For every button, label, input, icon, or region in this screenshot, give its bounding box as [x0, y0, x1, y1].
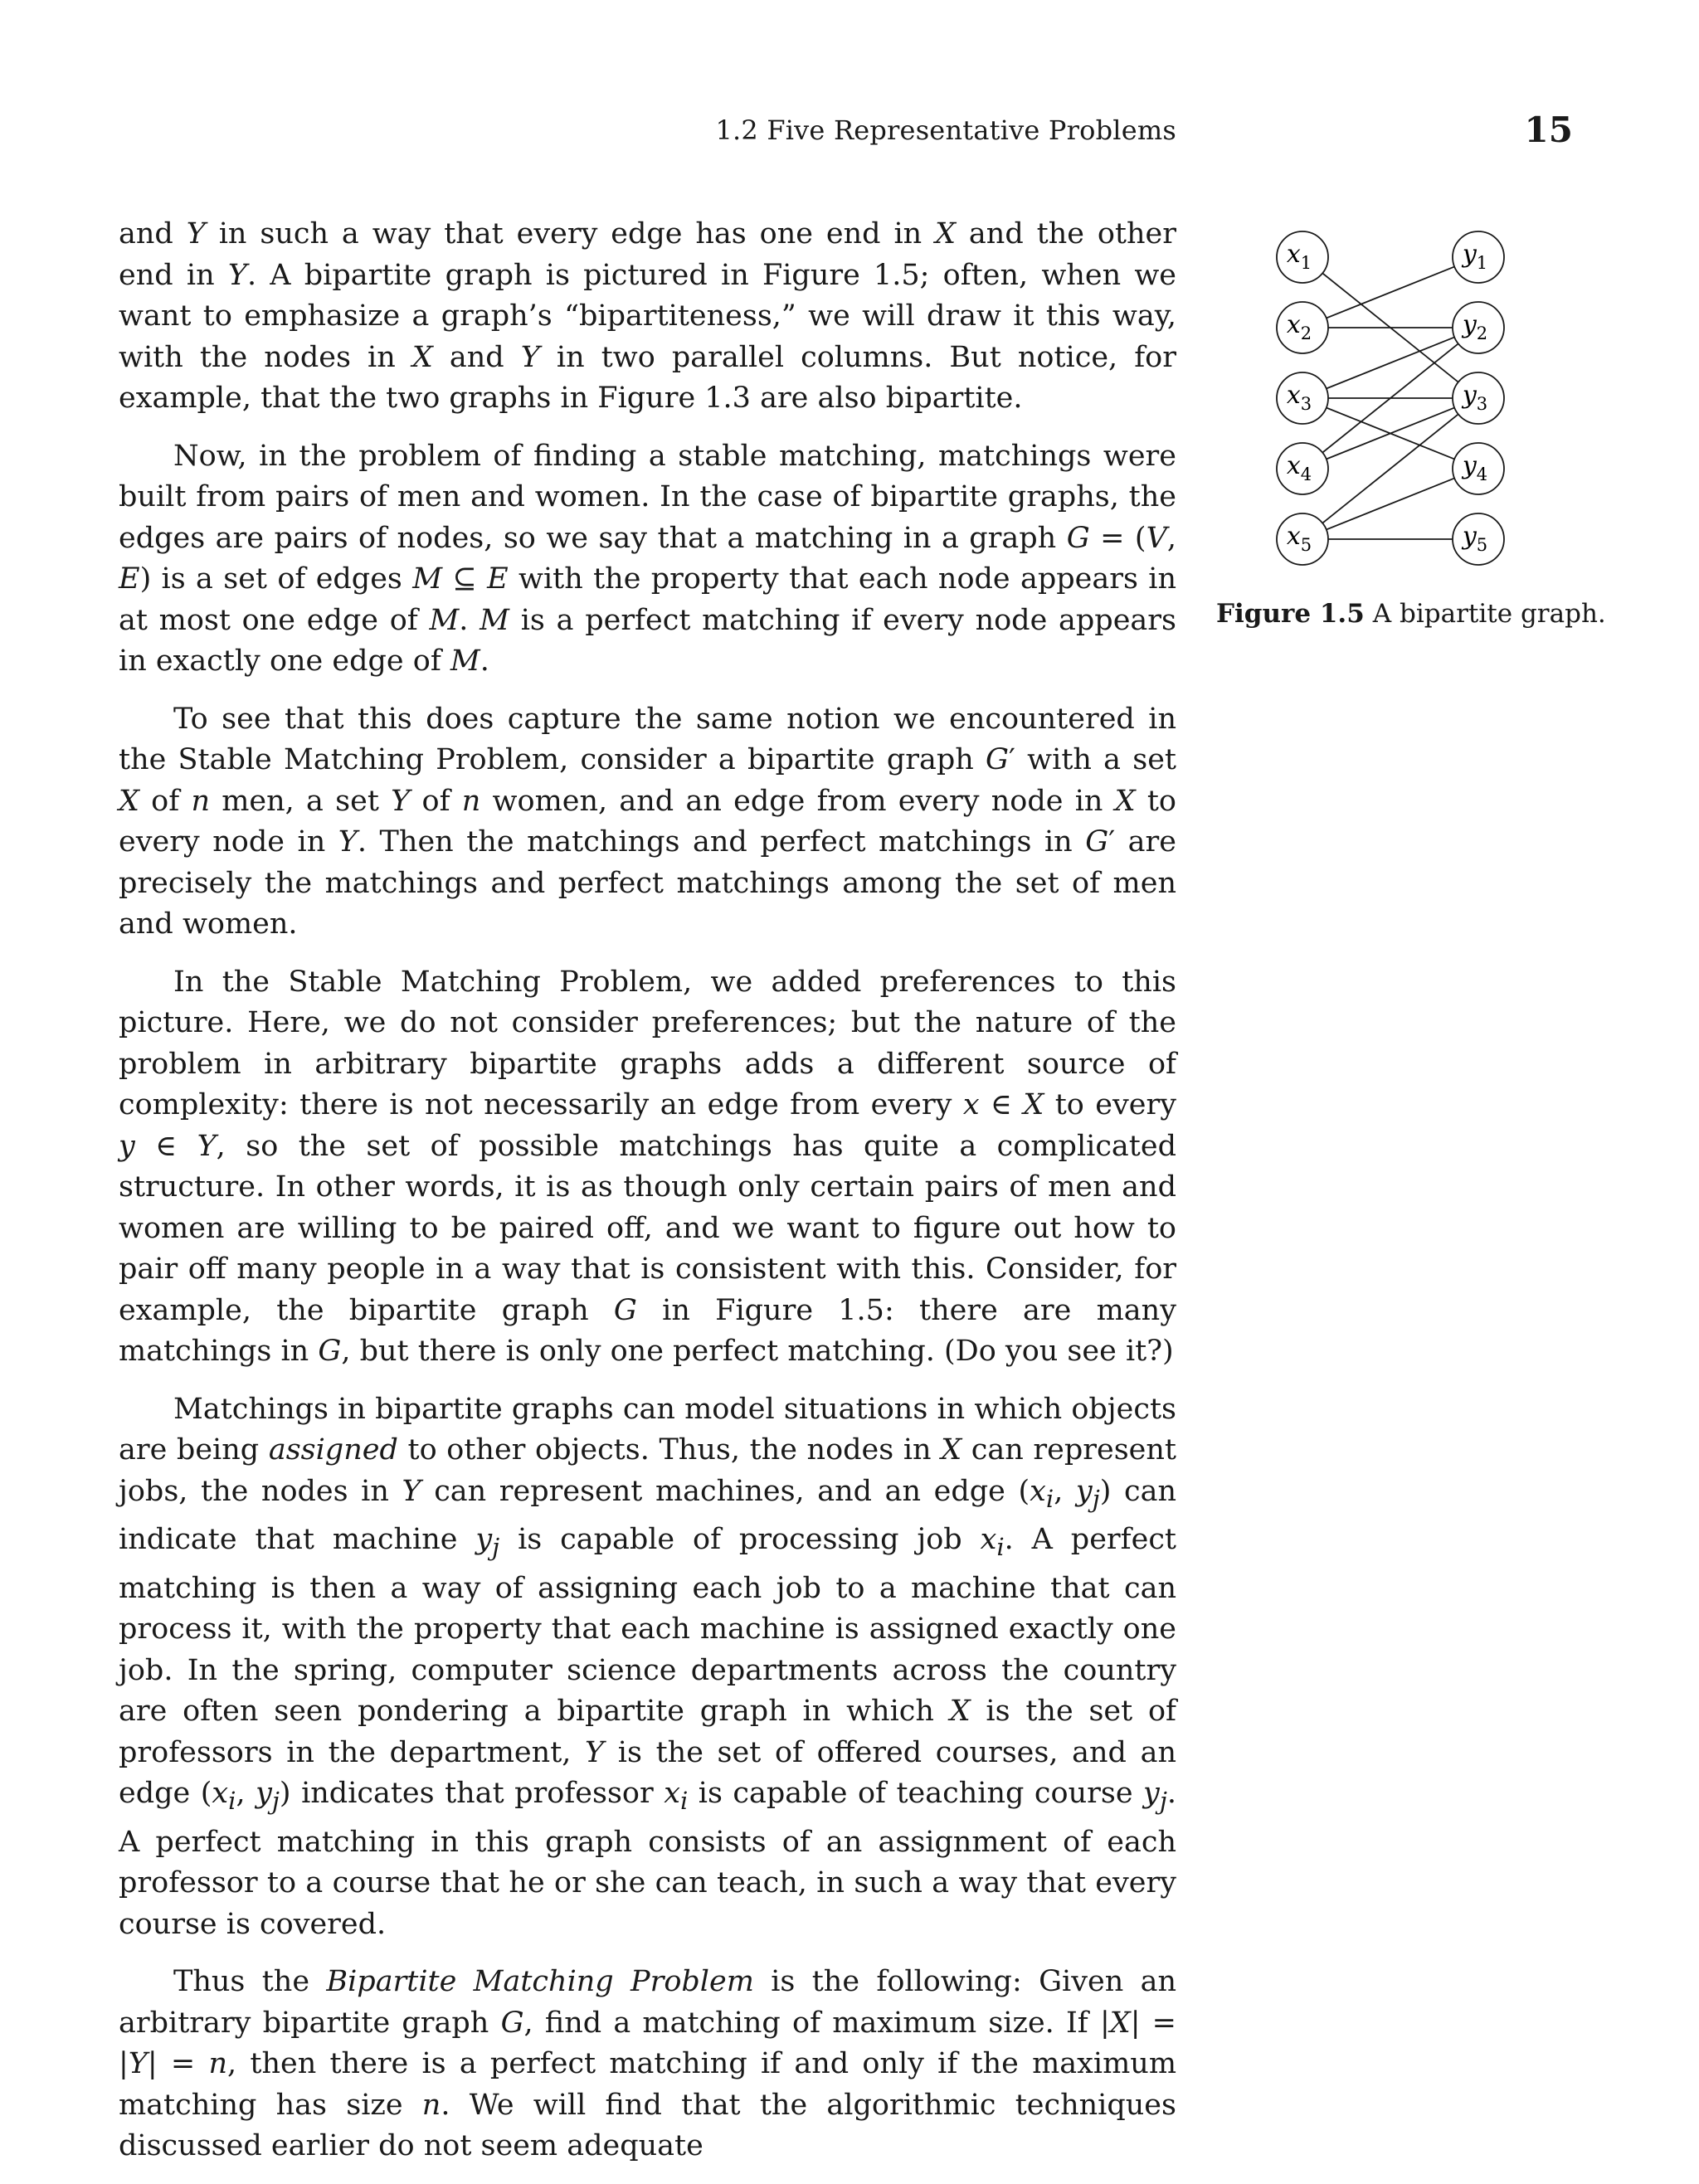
node-y2: [1453, 302, 1504, 353]
node-x4: [1277, 443, 1328, 494]
node-label: $y_5$: [1462, 522, 1488, 555]
paragraph-2: Now, in the problem of finding a stable matching, matchings were built from pairs of men and women. In the case of bipartite graphs, the edges are pairs of nodes, so we say that a matching in a graph G = (V, E) is a set of edges M ⊆ E with the property that each node appears in at most one edge of M. M is a perfect matching if every node appears in exactly one edge of M.: [119, 439, 1177, 678]
node-y1: [1453, 231, 1504, 283]
node-label: $y_1$: [1462, 240, 1488, 273]
node-y3: [1453, 372, 1504, 424]
node-x1: [1277, 231, 1328, 283]
paragraph-4: In the Stable Matching Problem, we added preferences to this picture. Here, we do not consider preferences; but the nature of the problem in arbitrary bipartite graphs adds a different source of complexity: there is not necessarily an edge from every x ∈ X to every y ∈ Y, so the set of possible matchings has quite a complicated structure. In other words, it is as though only certain pairs of men and women are willing to be paired off, and we want to figure out how to pair off many people in a way that is consistent with this. Consider, for example, the bipartite graph G in Figure 1.5: there are many matchings in G, but there is only one perfect matching. (Do you see it?): [119, 965, 1176, 1368]
paragraph-5: Matchings in bipartite graphs can model situations in which objects are being assigned to other objects. Thus, the nodes in X can represent jobs, the nodes in Y can represent machines, and an edge ($x_i$, $y_j$) can indicate that machine $y_j$ is capable of processing job $x_i$. A perfect matching is then a way of assigning each job to a machine that can process it, with the property that each machine is assigned exactly one job. In the spring, computer science departments across the country are often seen pondering a bipartite graph in which X is the set of professors in the department, Y is the set of offered courses, and an edge ($x_i$, $y_j$) indicates that professor $x_i$ is capable of teaching course $y_j$. A perfect matching in this graph consists of an assignment of each professor to a course that he or she can teach, in such a way that every course is covered.: [119, 1392, 1176, 1941]
edge-x5-y4: [1302, 469, 1478, 539]
node-label: $x_3$: [1286, 381, 1312, 414]
node-label: $x_1$: [1286, 240, 1312, 273]
paragraph-3: To see that this does capture the same notion we encountered in the Stable Matching Problem, consider a bipartite graph G′ with a set X of n men, a set Y of n women, and an edge from every node in X to every node in Y. Then the matchings and perfect matchings in G′ are precisely the matchings and perfect matchings among the set of men and women.: [119, 702, 1176, 941]
node-label: $y_4$: [1462, 451, 1488, 484]
node-label: $x_2$: [1286, 310, 1312, 343]
node-label: $y_3$: [1462, 381, 1488, 414]
paragraph-6: Thus the Bipartite Matching Problem is the following: Given an arbitrary bipartite graph G, find a matching of maximum size. If |X| = |Y| = n, then there is a perfect matching if and only if the maximum matching has size n. We will find that the algorithmic techniques discussed earlier do not seem adequate: [119, 1965, 1177, 2162]
figure-label: Figure 1.5: [1216, 599, 1365, 629]
node-y4: [1453, 443, 1504, 494]
node-x2: [1277, 302, 1328, 353]
node-x5: [1277, 513, 1328, 565]
edge-x2-y1: [1302, 257, 1478, 328]
node-y5: [1453, 513, 1504, 565]
node-label: $x_5$: [1286, 522, 1312, 555]
node-label: $x_4$: [1286, 451, 1312, 484]
paragraph-1: and Y in such a way that every edge has one end in X and the other end in Y. A bipartite graph is pictured in Figure 1.5; often, when we want to emphasize a graph’s “bipartiteness,” we will draw it this way, with the nodes in X and Y in two parallel columns. But notice, for example, that the two graphs in Figure 1.3 are also bipartite.: [119, 217, 1176, 415]
bipartite-graph-figure: [1244, 219, 1526, 584]
body-text: [119, 214, 1176, 2184]
figure-caption-text: A bipartite graph.: [1372, 599, 1606, 629]
node-label: $y_2$: [1462, 310, 1488, 343]
bipartite-graph: [1244, 219, 1526, 584]
node-x3: [1277, 372, 1328, 424]
running-head: 1.2 Five Representative Problems: [715, 114, 1176, 146]
figure-caption: [1216, 599, 1606, 629]
page-number: 15: [1524, 109, 1573, 150]
edge-x3-y2: [1302, 328, 1478, 398]
